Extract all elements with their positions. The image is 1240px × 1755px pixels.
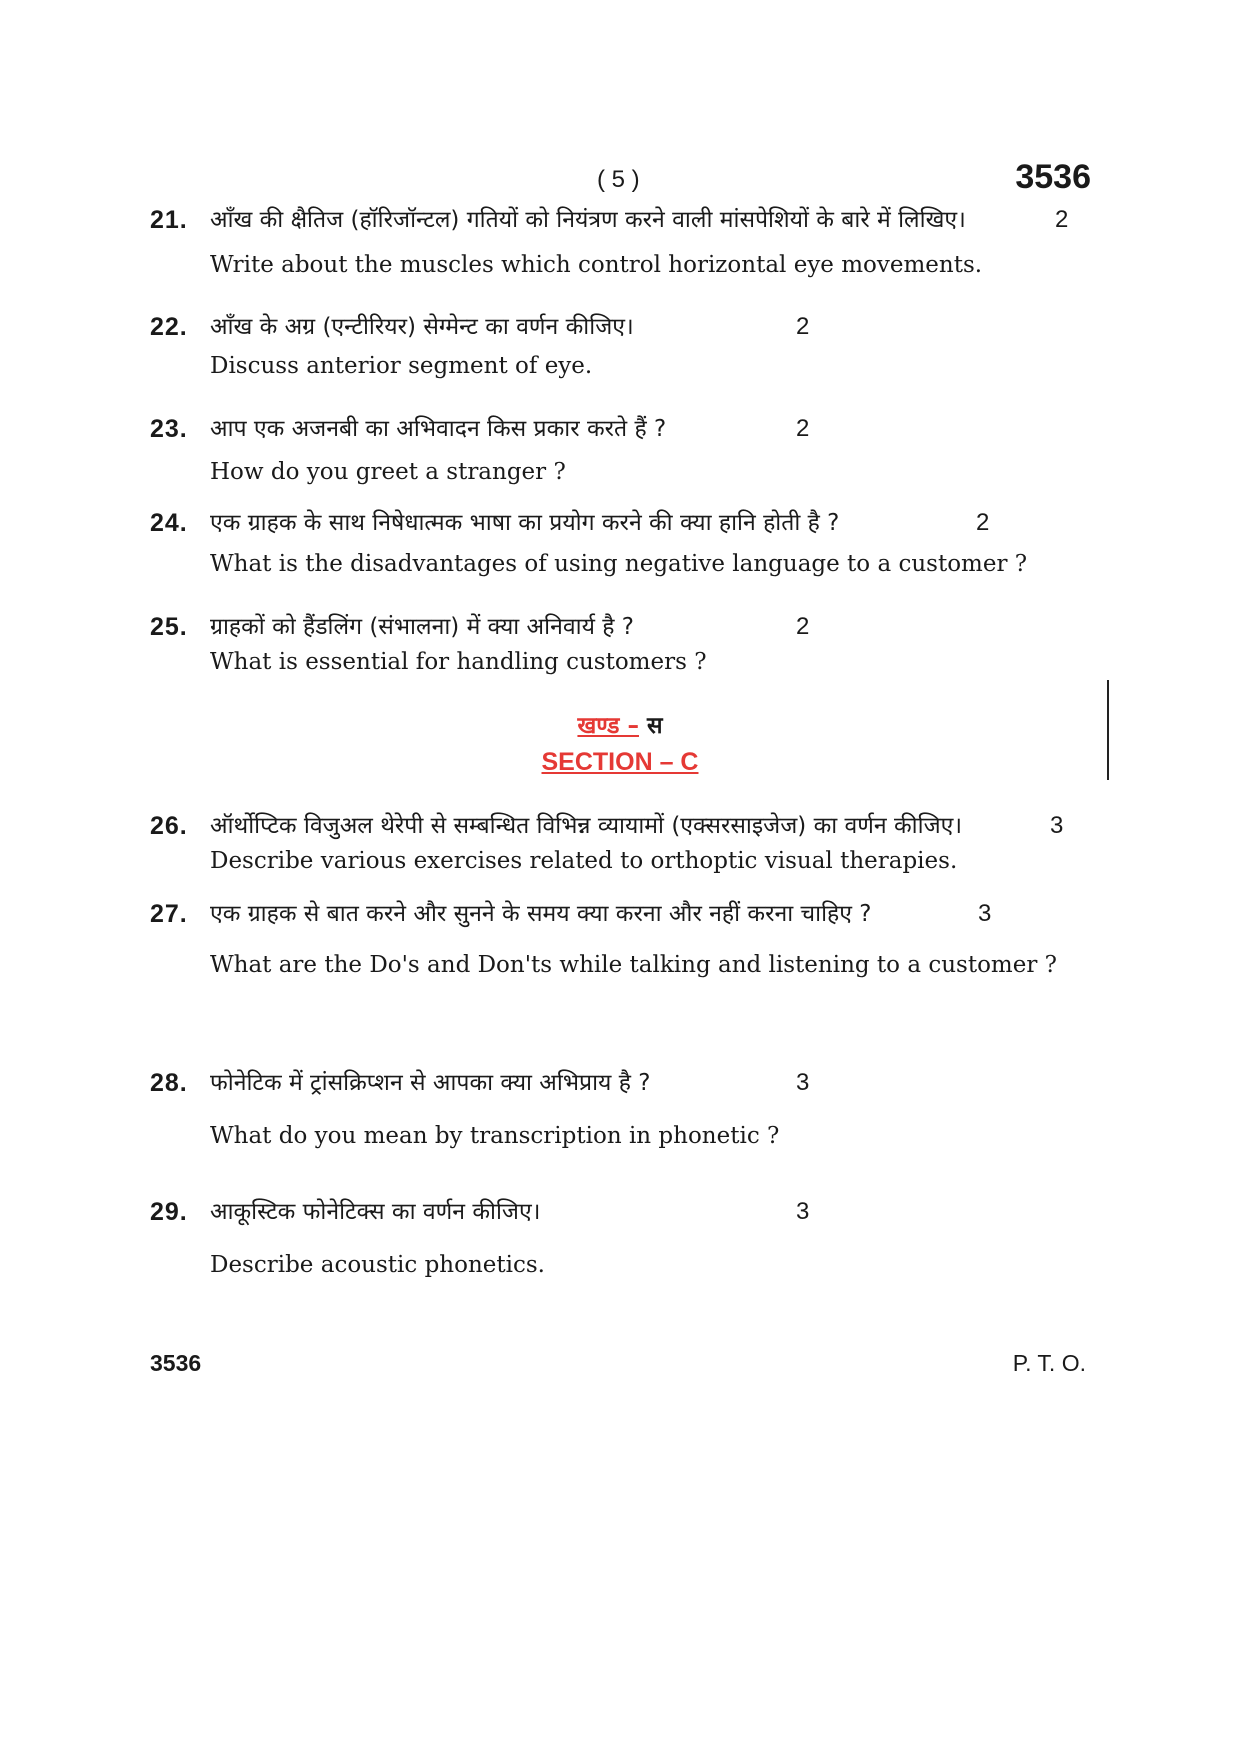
question-text-hindi: एक ग्राहक के साथ निषेधात्मक भाषा का प्रयोग करने की क्या हानि होती है ? — [210, 510, 840, 536]
page-number: ( 5 ) — [597, 166, 640, 193]
question-marks: 2 — [976, 509, 990, 536]
question-text-hindi: आकूस्टिक फोनेटिक्स का वर्णन कीजिए। — [210, 1199, 541, 1225]
question-text-hindi: ग्राहकों को हैंडलिंग (संभालना) में क्या अनिवार्य है ? — [210, 614, 634, 640]
section-heading-hindi — [0, 708, 1240, 740]
section-heading-english: SECTION – C — [541, 748, 699, 776]
question-22 — [150, 307, 1100, 385]
section-heading-hindi-underlined: खण्ड – — [577, 713, 639, 739]
question-text-english: Write about the muscles which control horizontal eye movements. — [210, 252, 983, 278]
question-marks: 3 — [796, 1198, 810, 1225]
question-number: 25. — [150, 613, 188, 641]
question-marks: 3 — [796, 1069, 810, 1096]
question-text-english: Discuss anterior segment of eye. — [210, 353, 593, 379]
question-marks: 2 — [1055, 206, 1069, 233]
question-number: 21. — [150, 206, 188, 234]
question-text-english: What are the Do's and Don'ts while talking and listening to a customer ? — [210, 952, 1057, 978]
question-number: 28. — [150, 1069, 188, 1097]
question-26 — [150, 806, 1100, 880]
paper-code-footer: 3536 — [150, 1350, 202, 1376]
paper-code-header: 3536 — [1015, 158, 1091, 196]
question-marks: 3 — [1050, 812, 1064, 839]
question-29 — [150, 1192, 1100, 1284]
question-text-english: What is essential for handling customers ? — [210, 649, 707, 675]
question-number: 27. — [150, 900, 188, 928]
question-text-english: How do you greet a stranger ? — [210, 459, 566, 485]
question-text-hindi: आप एक अजनबी का अभिवादन किस प्रकार करते हैं ? — [210, 416, 667, 442]
question-text-hindi: ऑर्थोप्टिक विजुअल थेरेपी से सम्बन्धित विभिन्न व्यायामों (एक्सरसाइजेज) का वर्णन कीजिए। — [210, 813, 963, 839]
question-24 — [150, 503, 1100, 583]
question-text-english: Describe various exercises related to orthoptic visual therapies. — [210, 848, 958, 874]
question-text-english: Describe acoustic phonetics. — [210, 1252, 545, 1278]
question-text-hindi: आँख के अग्र (एन्टीरियर) सेग्मेन्ट का वर्णन कीजिए। — [210, 314, 634, 340]
question-23 — [150, 409, 1100, 491]
question-text-hindi: एक ग्राहक से बात करने और सुनने के समय क्या करना और नहीं करना चाहिए ? — [210, 901, 872, 927]
question-number: 23. — [150, 415, 188, 443]
question-number: 29. — [150, 1198, 188, 1226]
question-text-english: What is the disadvantages of using negative language to a customer ? — [210, 551, 1028, 577]
question-marks: 2 — [796, 613, 810, 640]
question-text-hindi: फोनेटिक में ट्रांसक्रिप्शन से आपका क्या अभिप्राय है ? — [210, 1070, 651, 1096]
question-marks: 2 — [796, 313, 810, 340]
question-number: 24. — [150, 509, 188, 537]
question-number: 26. — [150, 812, 188, 840]
question-text-english: What do you mean by transcription in phonetic ? — [210, 1123, 780, 1149]
section-heading-hindi-letter: स — [639, 713, 663, 739]
question-27 — [150, 894, 1100, 984]
question-marks: 2 — [796, 415, 810, 442]
question-28 — [150, 1063, 1100, 1155]
question-number: 22. — [150, 313, 188, 341]
question-21 — [150, 200, 1100, 284]
question-marks: 3 — [978, 900, 992, 927]
question-25 — [150, 607, 1100, 681]
question-text-hindi: आँख की क्षैतिज (हॉरिजॉन्टल) गतियों को नियंत्रण करने वाली मांसपेशियों के बारे में लिखिए। — [210, 207, 966, 233]
please-turn-over: P. T. O. — [1012, 1350, 1086, 1376]
